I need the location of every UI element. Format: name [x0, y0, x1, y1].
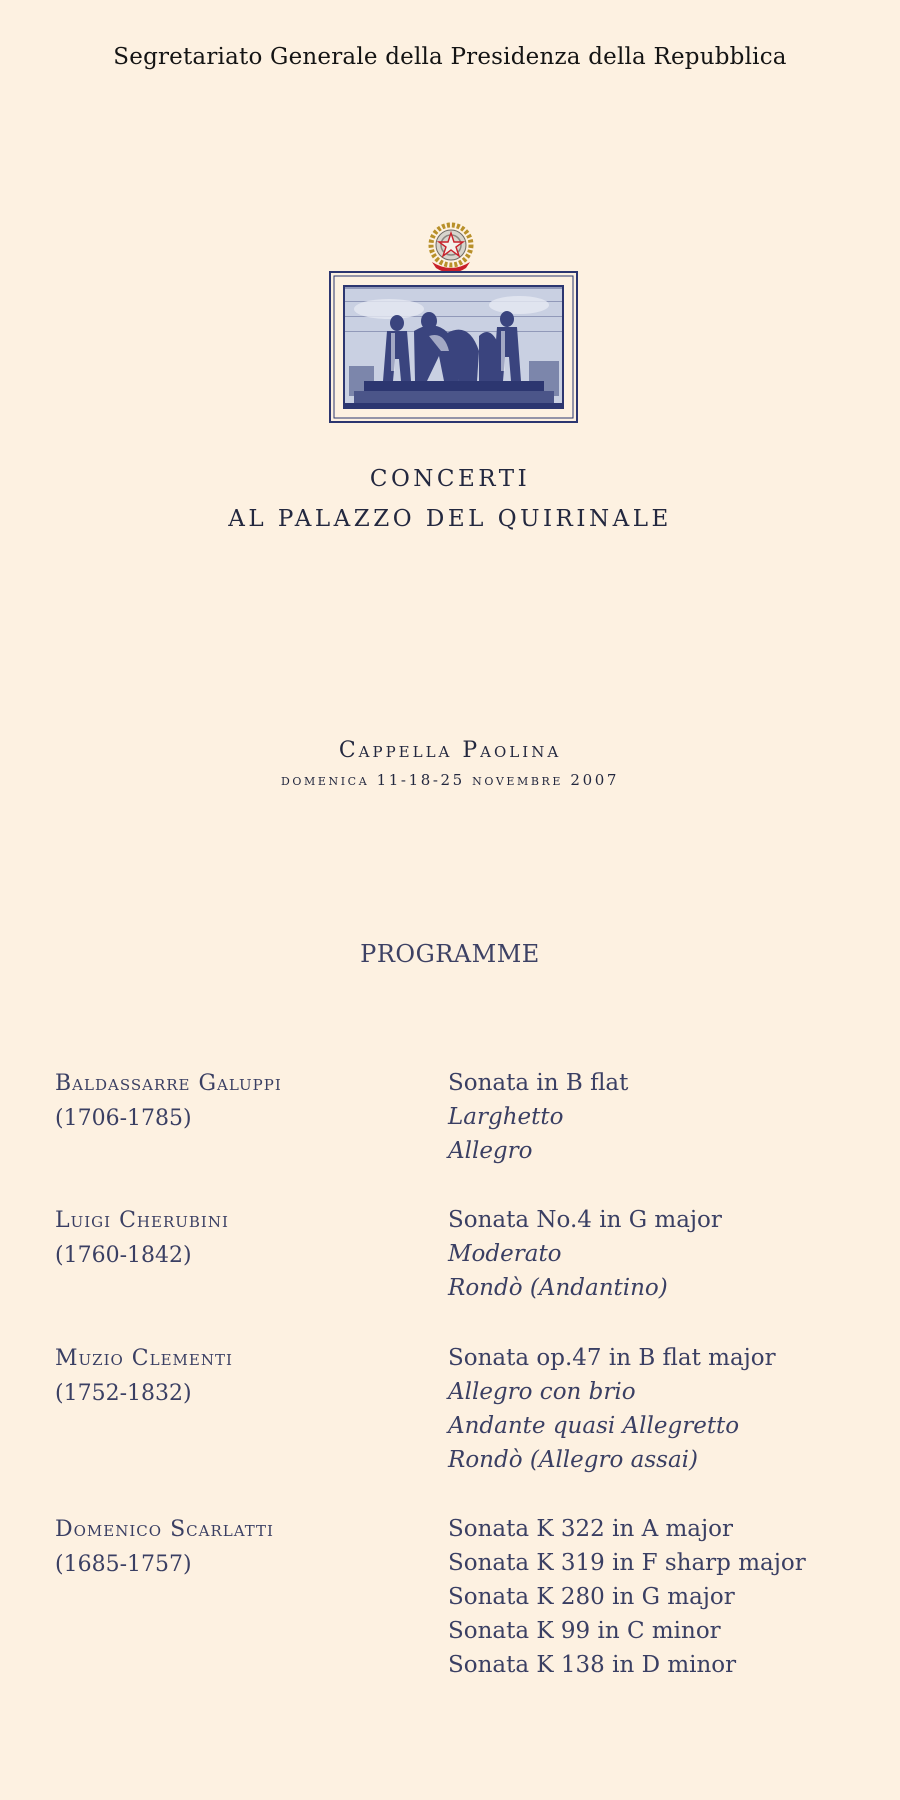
quirinale-engraving-illustration [329, 271, 578, 423]
work-title: Sonata K 138 in D minor [448, 1652, 737, 1678]
composer-years: (1752-1832) [55, 1381, 192, 1406]
institution-header: Segretariato Generale della Presidenza della Repubblica [113, 44, 787, 70]
composer-name: Baldassarre Galuppi [55, 1071, 282, 1096]
composer-years: (1706-1785) [55, 1106, 192, 1131]
composer-name: Muzio Clementi [55, 1346, 233, 1371]
work-title: Sonata No.4 in G major [448, 1207, 722, 1233]
concert-dates: domenica 11-18-25 novembre 2007 [280, 771, 620, 789]
venue-name: Cappella Paolina [338, 738, 562, 763]
work-title: Sonata in B flat [448, 1070, 629, 1096]
programme-heading: PROGRAMME [360, 940, 540, 968]
work-title: Sonata K 99 in C minor [448, 1618, 721, 1644]
movement: Allegro con brio [448, 1379, 636, 1405]
composer-name: Domenico Scarlatti [55, 1517, 274, 1542]
composer-name: Luigi Cherubini [55, 1208, 229, 1233]
movement: Allegro [448, 1138, 533, 1164]
work-title: Sonata K 319 in F sharp major [448, 1550, 806, 1576]
republic-emblem-icon [426, 220, 476, 276]
composer-years: (1760-1842) [55, 1243, 192, 1268]
work-title: Sonata K 280 in G major [448, 1584, 735, 1610]
movement: Moderato [448, 1241, 562, 1267]
movement: Andante quasi Allegretto [448, 1413, 740, 1439]
movement: Rondò (Allegro assai) [448, 1447, 699, 1473]
movement: Larghetto [448, 1104, 564, 1130]
work-title: Sonata op.47 in B flat major [448, 1345, 776, 1371]
series-title-line1: CONCERTI [369, 466, 531, 492]
movement: Rondò (Andantino) [448, 1275, 668, 1301]
composer-years: (1685-1757) [55, 1552, 192, 1577]
series-title-line2: AL PALAZZO DEL QUIRINALE [228, 506, 672, 532]
work-title: Sonata K 322 in A major [448, 1516, 733, 1542]
